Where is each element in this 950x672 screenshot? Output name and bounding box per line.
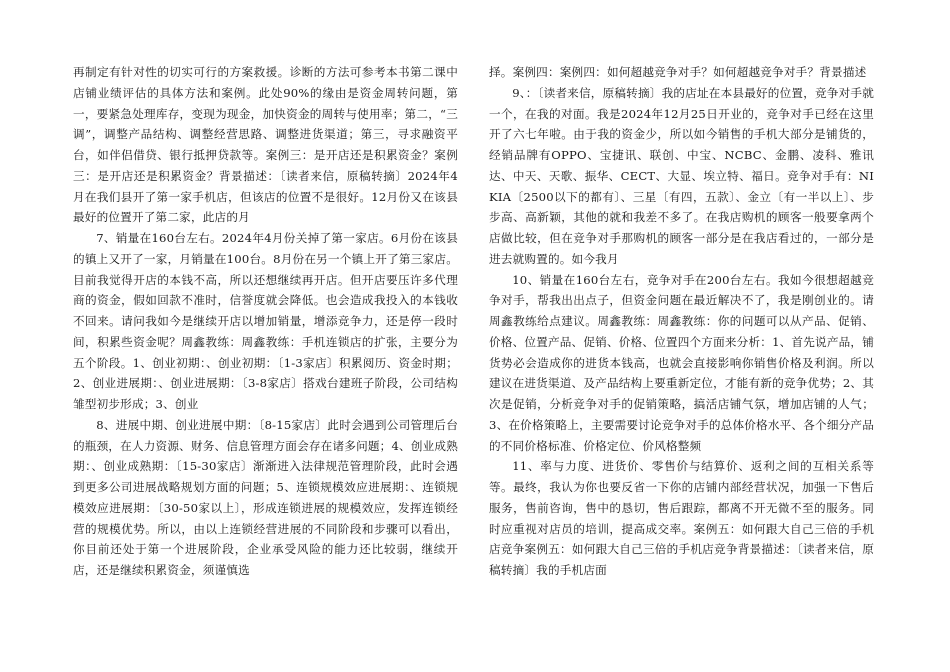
paragraph-left-3: 8、进展中期、创业进展中期：〔8-15家店〕此时会遇到公司管理后台的瓶颈，在人力资源、财务、信息管理方面会存在诸多问题；4、创业成熟期：、创业成熟期：〔15-30家店〕渐渐进入法律规范管理阶段，此时会遇到更多公司进展战略规划方面的问题；5、连锁规模效应进展期：、连锁规模效应进展期：〔30-50家以上〕，形成连锁进展的规模效应，发挥连锁经营的规模优势。所以，由以上连锁经营进展的不同阶段和步骤可以看出，你目前还处于第一个进展阶段，企业承受风险的能力还比较弱，继续开店，还是继续积累资金，须谨慎选 bbox=[73, 417, 458, 577]
paragraph-right-2: 9、：〔读者来信，原稿转摘〕我的店址在本县最好的位置，竞争对手就一个，在我的对面。我是2024年12月25日开业的，竞争对手已经在这里开了六七年啦。由于我的资金少，所以如今销售的手机大部分是铺货的，经销品牌有OPPO、宝捷讯、联创、中宝、NCBC、金鹏、凌科、雅讯达、中天、天歌、振华、CECT、大显、埃立特、福日。竞争对手有：NIKIA〔2500以下的都有〕、三星〔有四，五款〕、金立〔有一半以上〕、步步高、高新颖，其他的就和我差不多了。在我店购机的顾客一般要拿两个店做比较，但在竞争对手那购机的顾客一部分是在我店看过的，一部分是进去就购置的。如今我月 bbox=[489, 85, 874, 266]
paragraph-right-1: 择。案例四：案例四：如何超越竞争对手？如何超越竞争对手？背景描述 bbox=[489, 65, 867, 79]
paragraph-left-2: 7、销量在160台左右。2024年4月份关掉了第一家店。6月份在该县的镇上又开了一家，月销量在100台。8月份在另一个镇上开了第三家店。目前我觉得开店的本钱不高，所以还想继续再开店。但开店要压许多代理商的资金，假如回款不准时，信誉度就会降低。也会造成我投入的本钱收不回来。请问我如今是继续开店以增加销量，增添竞争力，还是停一段时间，积累些资金呢？周鑫教练：周鑫教练：手机连锁店的扩张，主要分为五个阶段。1、创业初期：、创业初期：〔1-3家店〕积累阅历、资金时期；2、创业进展期：、创业进展期：〔3-8家店〕搭戏台建班子阶段，公司结构雏型初步形成；3、创业 bbox=[73, 231, 458, 411]
left-text-column bbox=[73, 62, 458, 581]
paragraph-right-4: 11、率与力度、进货价、零售价与结算价、返利之间的互相关系等等。最终，我认为你也要反省一下你的店铺内部经营状况，加强一下售后服务，售前咨询，售中的恳切，售后跟踪，都离不开无微不至的服务。同时应重视对店员的培训，提高成交率。案例五：如何跟大自己三倍的手机店竞争案例五：如何跟大自己三倍的手机店竞争背景描述：〔读者来信，原稿转摘〕我的手机店面 bbox=[489, 459, 874, 577]
paragraph-right-3: 10、销量在160台左右，竞争对手在200台左右。我如今很想超越竞争对手，帮我出出点子，但资金问题在最近解决不了，我是刚创业的。请周鑫教练给点建议。周鑫教练：周鑫教练：你的问题可以从产品、促销、价格、位置产品、促销、价格、位置四个方面来分析：1、首先说产品，铺货势必会造成你的进货本钱高，也就会直接影响你销售价格及利润。所以建议在进货渠道、及产品结构上要重新定位，才能有新的竞争优势；2、其次是促销，分析竞争对手的促销策略，搞活店铺气氛，增加店铺的人气；3、在价格策略上，主要需要讨论竞争对手的总体价格水平、各个细分产品的不同价格标准、价格定位、价风格整频 bbox=[489, 272, 874, 453]
paragraph-left-1: 再制定有针对性的切实可行的方案救援。诊断的方法可参考本书第二课中店铺业绩评估的具体方法和案例。此处90%的缘由是资金周转问题，第一，要紧急处理库存，变现为现金，加快资金的周转与使用率；第二，“三调”，调整产品结构、调整经营思路、调整进货渠道；第三，寻求融资平台，如伴侣借贷、银行抵押贷款等。案例三：是开店还是积累资金？案例三：是开店还是积累资金？背景描述：〔读者来信，原稿转摘〕2024年4月在我们县开了第一家手机店，但该店的位置不是很好。12月份又在该县最好的位置开了第二家，此店的月 bbox=[73, 65, 458, 225]
right-text-column bbox=[489, 62, 874, 581]
